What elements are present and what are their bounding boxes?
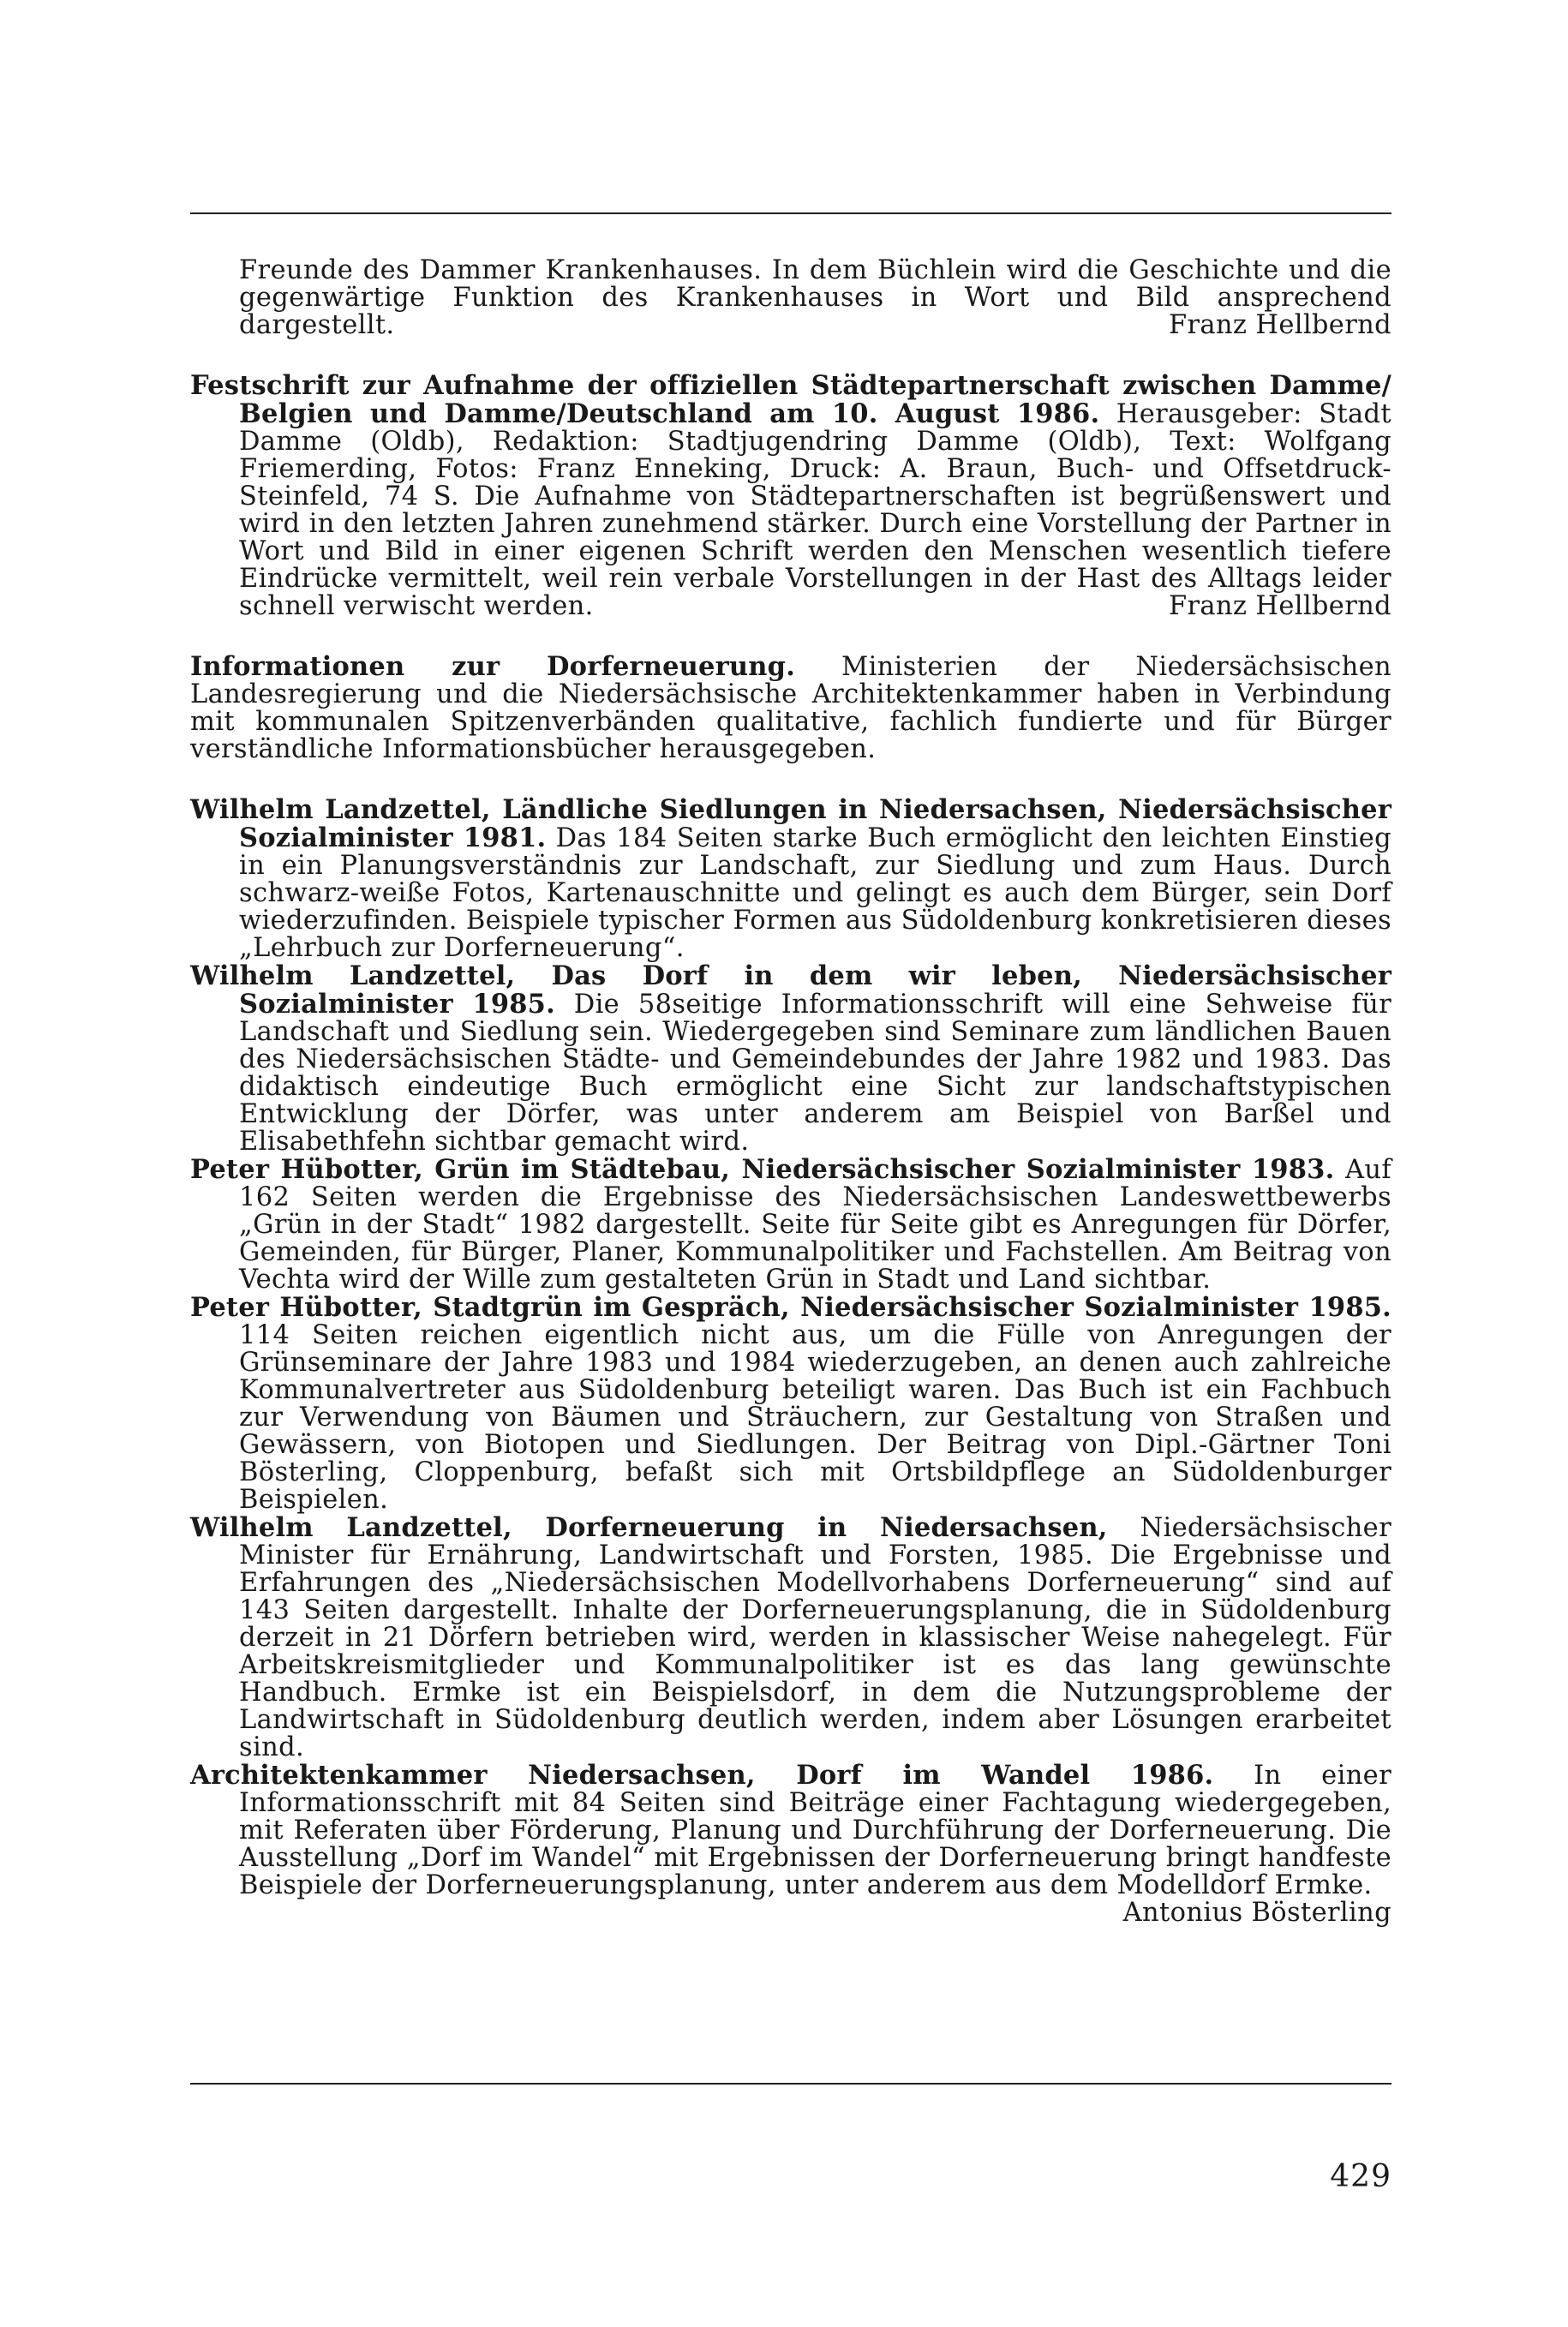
review-text-block	[190, 257, 1391, 1927]
entry-title: Peter Hübotter, Grün im Städtebau, Niedersächsischer Sozialminister 1983.	[190, 1154, 1335, 1185]
entry-title: Informationen zur Dorferneuerung.	[190, 651, 796, 682]
entry-title: Wilhelm Landzettel, Dorferneuerung in Niedersachsen,	[190, 1512, 1108, 1543]
entry-stadtgruen-im-gespraech	[190, 1294, 1391, 1514]
bottom-rule	[190, 2083, 1391, 2085]
entry-text: Herausgeber: Stadt Damme (Oldb), Redaktion: Stadtjugendring Damme (Oldb), Text: Wolfgang Friemerding, Fotos: Franz Enneking, Druck: A. Braun, Buch- und Offsetdruck-Steinfeld, 74 S. Die Aufnahme von Städtepartnerschaften ist begrüßenswert und wird in den letzten Jahren zunehmend stärker. Durch eine Vorstellung der Partner in Wort und Bild in einer eigenen Schrift werden den Menschen wesentlich tiefere Eindrücke vermittelt, weil rein verbale Vorstellungen in der Hast des Alltags leider schnell verwischt werden.	[239, 399, 1392, 621]
entry-text: Niedersächsischer Minister für Ernährung, Landwirtschaft und Forsten, 1985. Die Ergebnisse und Erfahrungen des „Niedersächsischen Modellvorhabens Dorferneuerung“ sind auf 143 Seiten dargestellt. Inhalte der Dorferneuerungsplanung, die in Südoldenburg derzeit in 21 Dörfern betrieben wird, werden in klassischer Weise nahegelegt. Für Arbeitskreismitglieder und Kommunalpolitiker ist es das lang gewünschte Handbuch. Ermke ist ein Beispielsdorf, in dem die Nutzungsprobleme der Landwirtschaft in Südoldenburg deutlich werden, indem aber Lösungen erarbeitet sind.	[239, 1513, 1392, 1762]
entry-festschrift	[190, 372, 1391, 620]
entry-laendliche-siedlungen	[190, 796, 1391, 962]
intro-signature: Franz Hellbernd	[1168, 310, 1391, 340]
entry-title: Peter Hübotter, Stadtgrün im Gespräch, Niedersächsischer Sozialminister 1985.	[190, 1292, 1391, 1323]
entry-text: Ministerien der Niedersächsischen Landesregierung und die Niedersächsische Architektenkammer haben in Verbindung mit kommunalen Spitzenverbänden qualitative, fachlich fundierte und für Bürger verständliche Informationsbücher herausgegeben.	[190, 652, 1391, 764]
entry-title: Festschrift zur Aufnahme der offiziellen Städtepartnerschaft zwischen Damme/ Belgien und Damme/Deutschland am 10. August 1986.	[190, 370, 1391, 429]
entry-title: Wilhelm Landzettel, Das Dorf in dem wir leben, Niedersächsischer Sozialminister 1985.	[190, 960, 1391, 1020]
entry-text: Das 184 Seiten starke Buch ermöglicht den leichten Einstieg in ein Planungsverständnis zur Landschaft, zur Siedlung und zum Haus. Durch schwarz-weiße Fotos, Kartenauschnitte und gelingt es auch dem Bürger, sein Dorf wiederzufinden. Beispiele typischer Formen aus Südoldenburg konkretisieren dieses „Lehrbuch zur Dorferneuerung“.	[239, 823, 1391, 963]
entry-dorferneuerung-niedersachsen	[190, 1514, 1391, 1762]
intro-paragraph	[190, 257, 1391, 339]
entry-dorf-im-wandel	[190, 1762, 1391, 1927]
entry-text: Die 58seitige Informationsschrift will eine Sehweise für Landschaft und Siedlung sein. Wiedergegeben sind Seminare zum ländlichen Bauen des Niedersächsischen Städte- und Gemeindebundes der Jahre 1982 und 1983. Das didaktisch eindeutige Buch ermöglicht eine Sicht zur landschaftstypischen Entwicklung der Dörfer, was unter anderem am Beispiel von Barßel und Elisabethfehn sichtbar gemacht wird.	[239, 990, 1391, 1157]
entry-text: In einer Informationsschrift mit 84 Seiten sind Beiträge einer Fachtagung wiedergegeben, mit Referaten über Förderung, Planung und Durchführung der Dorferneuerung. Die Ausstellung „Dorf im Wandel“ mit Ergebnissen der Dorferneuerung bringt handfeste Beispiele der Dorferneuerungsplanung, unter anderem aus dem Modelldorf Ermke.	[239, 1761, 1392, 1900]
entry-gruen-im-staedtebau	[190, 1156, 1391, 1294]
entry-title: Wilhelm Landzettel, Ländliche Siedlungen in Niedersachsen, Niedersächsischer Sozialminister 1981.	[190, 794, 1391, 853]
entry-informationen	[190, 653, 1391, 763]
intro-text: Freunde des Dammer Krankenhauses. In dem Büchlein wird die Geschichte und die gegenwärtige Funktion des Krankenhauses in Wort und Bild ansprechend dargestellt.	[239, 255, 1391, 340]
page-number: 429	[1330, 2159, 1391, 2194]
entry-title: Architektenkammer Niedersachsen, Dorf im Wandel 1986.	[190, 1760, 1214, 1791]
entry-text: Auf 162 Seiten werden die Ergebnisse des Niedersächsischen Landeswettbewerbs „Grün in der Stadt“ 1982 dargestellt. Seite für Seite gibt es Anregungen für Dörfer, Gemeinden, für Bürger, Planer, Kommunalpolitiker und Fachstellen. Am Beitrag von Vechta wird der Wille zum gestalteten Grün in Stadt und Land sichtbar.	[239, 1155, 1391, 1295]
entry-dorf-in-dem-wir-leben	[190, 962, 1391, 1156]
entry-signature: Franz Hellbernd	[1168, 591, 1391, 621]
entry-text: 114 Seiten reichen eigentlich nicht aus, um die Fülle von Anregungen der Grünseminare der Jahre 1983 und 1984 wiederzugeben, an denen auch zahlreiche Kommunalvertreter aus Südoldenburg beteiligt waren. Das Buch ist ein Fachbuch zur Verwendung von Bäumen und Sträuchern, zur Gestaltung von Straßen und Gewässern, von Biotopen und Siedlungen. Der Beitrag von Dipl.-Gärtner Toni Bösterling, Cloppenburg, befaßt sich mit Ortsbildpflege an Südoldenburger Beispielen.	[239, 1320, 1391, 1515]
top-rule	[190, 212, 1391, 214]
entry-signature: Antonius Bösterling	[1122, 1898, 1391, 1928]
